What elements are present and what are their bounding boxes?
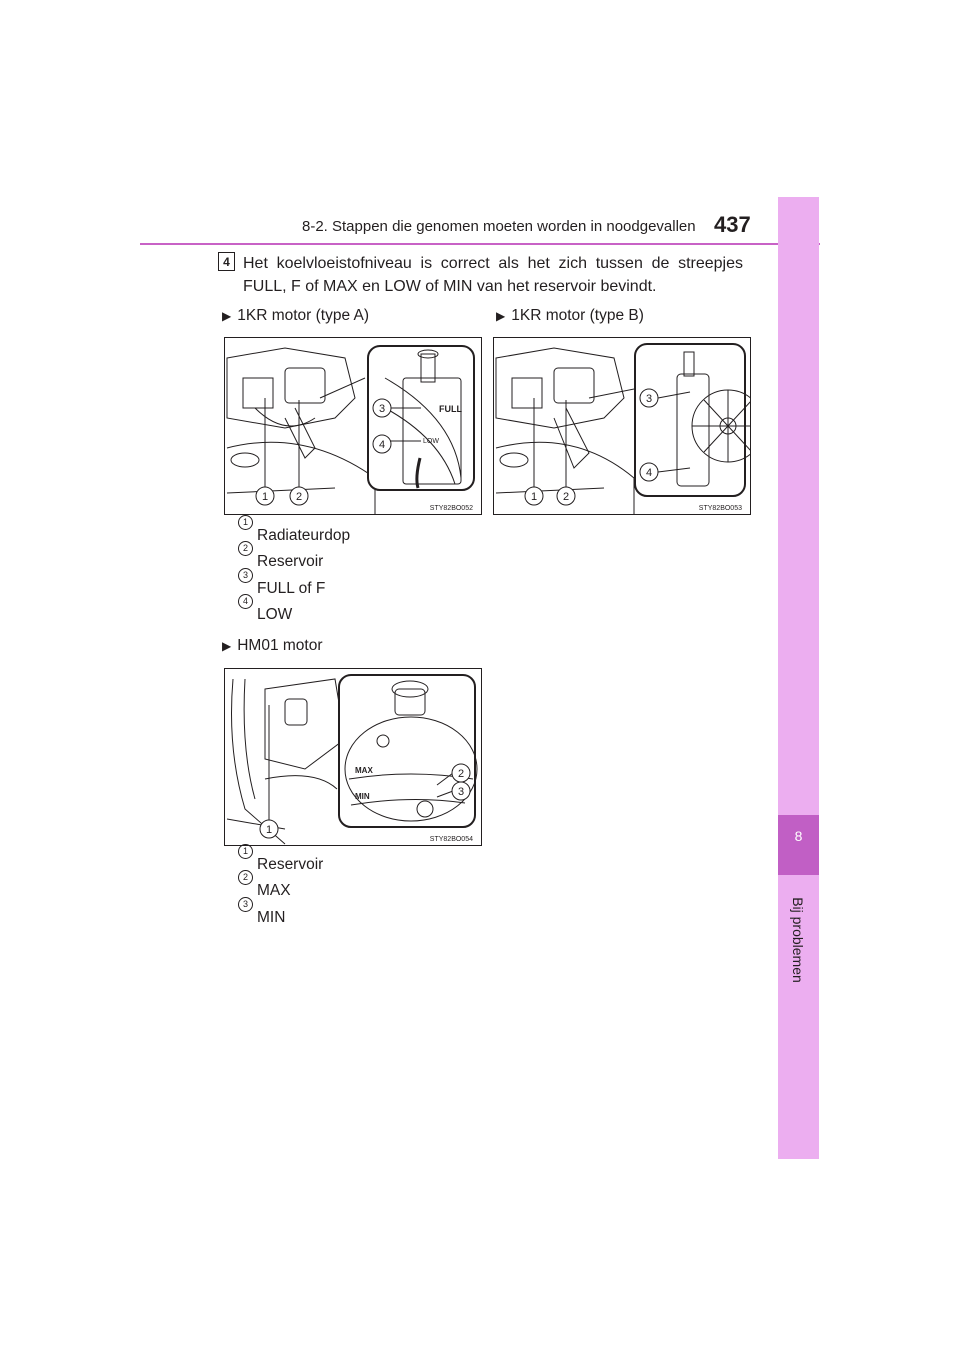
step-text: Het koelvloeistofniveau is correct als het zich tussen de streepjes FULL, F of MAX en LOW of MIN van het reservoir bevindt. — [243, 255, 743, 295]
header-rule — [140, 243, 820, 245]
figure-type-a — [224, 337, 482, 515]
legend-number: 3 — [238, 568, 253, 583]
callout-1: 1 — [261, 491, 269, 503]
callout-3: 3 — [457, 786, 465, 798]
figure-code: STY82BO052 — [429, 505, 473, 512]
low-mark-label: LOW — [423, 438, 439, 445]
section-title-hm01 — [222, 637, 323, 655]
full-mark-label: FULL — [439, 404, 462, 414]
chapter-side-tab — [778, 197, 819, 1159]
chapter-name — [783, 885, 813, 995]
step-number-box: 4 — [218, 252, 235, 271]
section-title-text: 1KR motor (type B) — [511, 307, 644, 324]
chapter-name-text: Bij problemen — [790, 897, 806, 983]
callout-2: 2 — [295, 491, 303, 503]
callout-3: 3 — [645, 393, 653, 405]
legend-label: MIN — [257, 909, 286, 926]
callout-1: 1 — [530, 491, 538, 503]
section-title-type-b — [496, 307, 644, 325]
triangle-bullet-icon: ▶ — [222, 309, 232, 323]
header-title: 8-2. Stappen die genomen moeten worden in noodgevallen — [302, 218, 696, 235]
chapter-number-box — [778, 815, 819, 875]
legend-label: LOW — [257, 606, 293, 623]
figure-code: STY82BO054 — [429, 836, 473, 843]
engine-illustration-b — [494, 338, 750, 514]
section-title-text: HM01 motor — [237, 637, 323, 654]
chapter-number: 8 — [794, 828, 803, 844]
section-title-text: 1KR motor (type A) — [237, 307, 370, 324]
legend-number: 2 — [238, 541, 253, 556]
legend-number: 2 — [238, 870, 253, 885]
callout-1: 1 — [265, 824, 273, 836]
engine-illustration-a — [225, 338, 481, 514]
legend-label: FULL of F — [257, 580, 326, 597]
legend-label: Reservoir — [257, 553, 324, 570]
section-title-type-a — [222, 307, 369, 325]
engine-illustration-hm01 — [225, 669, 481, 845]
triangle-bullet-icon: ▶ — [496, 309, 506, 323]
legend-label: MAX — [257, 882, 291, 899]
callout-2: 2 — [457, 768, 465, 780]
callout-3: 3 — [378, 403, 386, 415]
figure-code: STY82BO053 — [698, 505, 742, 512]
max-mark-label: MAX — [355, 766, 373, 775]
callout-2: 2 — [562, 491, 570, 503]
callout-4: 4 — [378, 439, 386, 451]
callout-4: 4 — [645, 467, 653, 479]
min-mark-label: MIN — [355, 792, 370, 801]
triangle-bullet-icon: ▶ — [222, 639, 232, 653]
figure-type-b — [493, 337, 751, 515]
legend-label: Radiateurdop — [257, 527, 351, 544]
page-number: 437 — [714, 212, 751, 237]
legend-number: 1 — [238, 844, 253, 859]
legend-number: 4 — [238, 594, 253, 609]
legend-number: 1 — [238, 515, 253, 530]
legend-label: Reservoir — [257, 856, 324, 873]
figure-hm01 — [224, 668, 482, 846]
legend-number: 3 — [238, 897, 253, 912]
